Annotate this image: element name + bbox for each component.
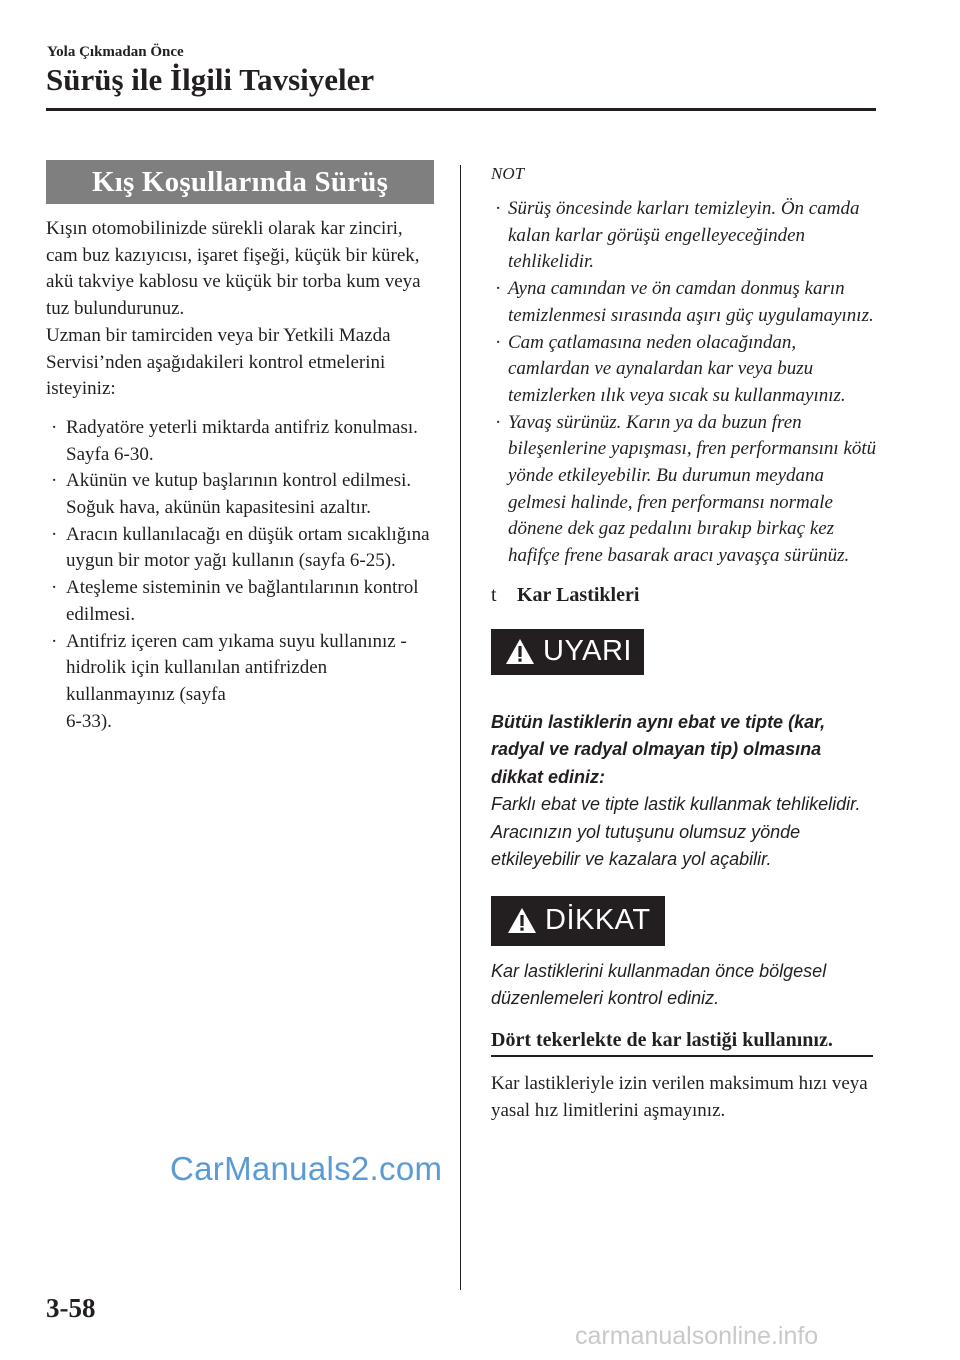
four-wheel-heading: Dört tekerlekte de kar lastiği kullanınız. [491,1029,873,1057]
list-item [46,415,434,468]
watermark-site[interactable]: carmanualsonline.info [575,1322,819,1350]
warning-text [491,709,876,874]
subsection-title: Kar Lastikleri [517,583,640,606]
caution-text: Kar lastiklerini kullanmadan önce bölgesel düzenlemeleri kontrol ediniz. [491,960,827,1009]
intro-paragraph-2: Uzman bir tamirciden veya bir Yetkili Mazda Servisi’nden aşağıdakileri kontrol etmelerini isteyiniz: [46,324,391,400]
subsection-marker: t [491,583,497,606]
final-paragraph: Kar lastikleriyle izin verilen maksimum hızı veya yasal hız limitlerini aşmayınız. [491,1072,868,1121]
warning-triangle-icon [507,907,537,934]
bullet-dot-icon: · [51,523,58,545]
bullet-dot-icon: · [495,331,502,353]
note-list [491,196,881,570]
warning-badge [491,629,644,675]
note-item-text: Yavaş sürünüz. Karın ya da buzun fren bileşenlerine yapışması, fren performansını kötü yönde etkileyebilir. Bu durumun meydana gelmesi halinde, fren performansı normale dönene dek gaz pedalını bırakıp birkaç kez hafifçe frene basarak aracı yavaşça sürünüz. [508,411,877,567]
note-item-text: Ayna camından ve ön camdan donmuş karın temizlenmesi sırasında aşırı güç uygulamayınız. [508,278,874,326]
bullet-dot-icon: · [495,198,502,219]
warning-body-text: Farklı ebat ve tipte lastik kullanmak tehlikelidir. Aracınızın yol tutuşunu olumsuz yönde etkileyebilir ve kazalara yol açabilir. [491,794,861,870]
note-item-text: Cam çatlamasına neden olacağından, camlardan ve aynalardan kar veya buzu temizlerken ılık veya sıcak su kullanmayınız. [508,331,846,406]
note-item [491,196,881,276]
list-item [46,629,434,736]
page-number: 3-58 [46,1293,96,1323]
note-item [491,330,881,410]
header-rule [46,108,876,111]
bullet-dot-icon: · [51,470,58,492]
list-item-text: Radyatöre yeterli miktarda antifriz konulması. Sayfa 6-30. [66,416,418,465]
caution-badge [491,896,665,946]
subsection-heading [491,584,881,607]
header-subtitle: Yola Çıkmadan Önce [47,44,184,60]
warning-bold-text: Bütün lastiklerin aynı ebat ve tipte (kar, radyal ve radyal olmayan tip) olmasına dikkat ediniz: [491,711,826,787]
column-divider [460,165,461,1290]
list-item-text: Akünün ve kutup başlarının kontrol edilmesi. Soğuk hava, akünün kapasitesini azaltır. [66,470,412,519]
note-item [491,276,881,329]
section-title: Kış Koşullarında Sürüş [46,160,434,204]
bullet-dot-icon: · [495,411,502,433]
right-column [491,160,881,1124]
list-item [46,522,434,575]
page-title: Sürüş ile İlgili Tavsiyeler [46,62,375,97]
list-item-text: Antifriz içeren cam yıkama suyu kullanınız - hidrolik için kullanılan antifrizden kullanmayınız (sayfa 6-33). [66,630,407,732]
bullet-dot-icon: · [51,577,58,599]
bullet-dot-icon: · [51,416,58,438]
warning-triangle-icon [505,638,535,665]
left-column [46,160,434,735]
list-item-text: Ateşleme sisteminin ve bağlantılarının kontrol edilmesi. [66,577,419,625]
bullet-dot-icon: · [51,630,58,652]
intro-paragraph: Kışın otomobilinizde sürekli olarak kar zinciri, cam buz kazıyıcısı, işaret fişeği, küçük bir kürek, akü takviye kablosu ve küçük bir torba kum veya tuz bulundurunuz. [46,218,421,320]
list-item [46,575,434,628]
list-item [46,468,434,521]
note-item [491,410,881,570]
note-item-text: Sürüş öncesinde karları temizleyin. Ön camda kalan karlar görüşü engelleyeceğinden tehlikelidir. [508,198,860,273]
watermark-logo[interactable]: CarManuals2.com [170,1150,443,1187]
warning-label: UYARI [543,635,632,668]
bullet-dot-icon: · [495,278,502,300]
note-title: NOT [491,164,525,183]
checklist [46,415,434,735]
list-item-text: Aracın kullanılacağı en düşük ortam sıcaklığına uygun bir motor yağı kullanın (sayfa 6-25). [66,523,430,572]
caution-label: DİKKAT [545,904,651,937]
